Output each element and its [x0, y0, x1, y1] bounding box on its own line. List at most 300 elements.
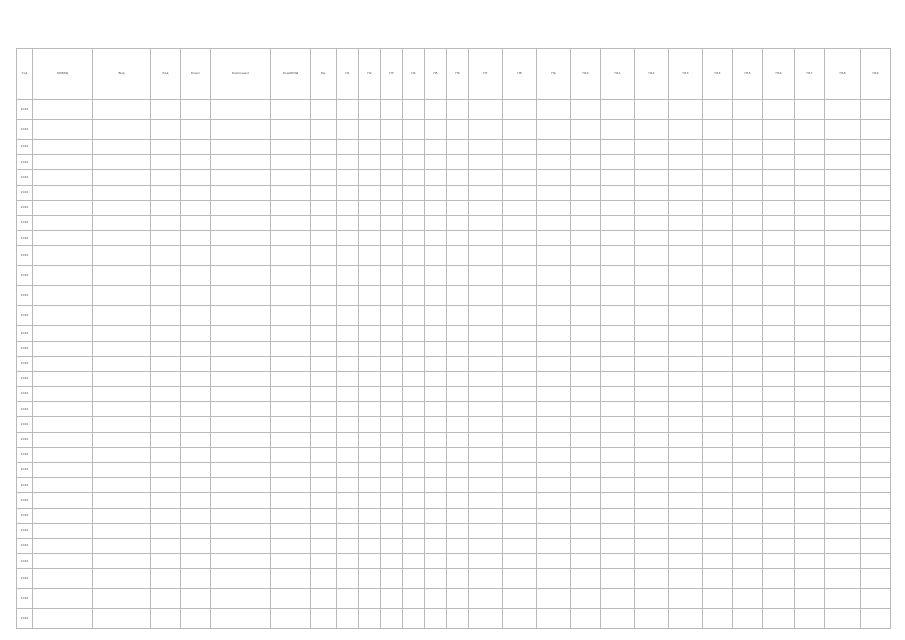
table-cell [151, 140, 181, 155]
table-row [17, 387, 891, 402]
table-cell [425, 120, 447, 140]
table-cell [703, 554, 733, 569]
table-cell [359, 155, 381, 170]
table-cell [763, 326, 795, 341]
table-cell [181, 371, 211, 386]
table-cell [571, 569, 601, 589]
table-cell [381, 155, 403, 170]
table-cell [503, 508, 537, 523]
table-row [17, 170, 891, 185]
table-cell [93, 463, 151, 478]
table-cell [403, 554, 425, 569]
table-cell [825, 589, 861, 609]
table-cell [733, 417, 763, 432]
table-cell [447, 170, 469, 185]
table-cell [403, 341, 425, 356]
table-cell [795, 341, 825, 356]
table-cell [211, 200, 271, 215]
table-row [17, 231, 891, 246]
table-cell [469, 185, 503, 200]
table-cell [571, 341, 601, 356]
table-cell [337, 185, 359, 200]
table-cell [33, 155, 93, 170]
table-cell [403, 246, 425, 266]
table-row [17, 371, 891, 386]
table-cell [795, 538, 825, 553]
table-cell [271, 371, 311, 386]
table-cell [93, 306, 151, 326]
table-cell [425, 341, 447, 356]
table-cell [93, 478, 151, 493]
table-cell [469, 569, 503, 589]
table-cell [703, 120, 733, 140]
table-cell [601, 371, 635, 386]
table-cell [93, 215, 151, 230]
table-cell [861, 120, 891, 140]
table-cell [733, 447, 763, 462]
table-cell [403, 266, 425, 286]
table-cell [425, 589, 447, 609]
table-cell [403, 478, 425, 493]
column-header: П18 [825, 49, 861, 100]
table-cell [151, 231, 181, 246]
table-cell [93, 341, 151, 356]
table-cell [381, 246, 403, 266]
table-cell [337, 493, 359, 508]
table-cell [337, 326, 359, 341]
table-cell [763, 100, 795, 120]
table-cell [425, 508, 447, 523]
table-cell [861, 589, 891, 609]
table-cell [337, 402, 359, 417]
table-cell [795, 266, 825, 286]
table-cell [93, 402, 151, 417]
table-cell [381, 609, 403, 629]
table-cell [537, 341, 571, 356]
table-cell [381, 231, 403, 246]
table-cell [635, 554, 669, 569]
table-cell [311, 463, 337, 478]
table-cell [795, 120, 825, 140]
table-cell [447, 447, 469, 462]
table-cell [33, 432, 93, 447]
table-cell [151, 371, 181, 386]
table-cell [359, 417, 381, 432]
table-cell [403, 493, 425, 508]
table-cell [211, 100, 271, 120]
table-cell [469, 387, 503, 402]
table-cell [795, 326, 825, 341]
table-cell [469, 170, 503, 185]
table-cell [537, 463, 571, 478]
table-cell [359, 569, 381, 589]
table-cell [601, 538, 635, 553]
table-cell [447, 387, 469, 402]
table-cell [733, 356, 763, 371]
table-cell [503, 200, 537, 215]
table-cell [33, 231, 93, 246]
table-cell [635, 120, 669, 140]
table-cell [93, 326, 151, 341]
table-cell [733, 170, 763, 185]
table-cell [733, 286, 763, 306]
table-cell: 2016 [17, 246, 33, 266]
table-cell [795, 170, 825, 185]
table-cell [181, 356, 211, 371]
table-cell [571, 246, 601, 266]
table-cell [503, 215, 537, 230]
table-cell [825, 120, 861, 140]
table-cell [469, 100, 503, 120]
table-cell [669, 447, 703, 462]
table-cell [33, 463, 93, 478]
table-cell [825, 569, 861, 589]
table-cell [311, 609, 337, 629]
table-cell [447, 371, 469, 386]
table-cell [469, 200, 503, 215]
table-row [17, 200, 891, 215]
table-cell [825, 402, 861, 417]
table-cell [93, 569, 151, 589]
table-cell [825, 185, 861, 200]
column-header: П9 [537, 49, 571, 100]
table-cell [601, 432, 635, 447]
table-cell [447, 306, 469, 326]
table-cell [211, 417, 271, 432]
table-cell [271, 589, 311, 609]
table-row [17, 417, 891, 432]
table-cell [337, 100, 359, 120]
table-cell [601, 523, 635, 538]
table-cell: 2016 [17, 538, 33, 553]
table-cell [447, 463, 469, 478]
table-cell: 2016 [17, 120, 33, 140]
table-cell [33, 387, 93, 402]
table-cell [601, 286, 635, 306]
table-cell [733, 569, 763, 589]
table-cell [703, 185, 733, 200]
table-cell [311, 155, 337, 170]
table-cell [425, 246, 447, 266]
table-cell [271, 432, 311, 447]
table-cell [537, 231, 571, 246]
table-cell [763, 609, 795, 629]
table-cell [33, 508, 93, 523]
table-cell [181, 463, 211, 478]
table-cell [703, 523, 733, 538]
table-cell [425, 523, 447, 538]
table-cell [381, 100, 403, 120]
table-cell [151, 569, 181, 589]
table-cell [795, 185, 825, 200]
table-cell [635, 185, 669, 200]
table-cell [425, 402, 447, 417]
table-cell [861, 140, 891, 155]
table-cell [33, 140, 93, 155]
table-cell [181, 341, 211, 356]
table-cell [669, 326, 703, 341]
table-cell [537, 356, 571, 371]
table-cell [447, 554, 469, 569]
table-cell [181, 306, 211, 326]
table-cell [425, 231, 447, 246]
table-cell [211, 554, 271, 569]
table-cell [763, 432, 795, 447]
table-cell [447, 432, 469, 447]
table-cell [271, 341, 311, 356]
table-cell [359, 266, 381, 286]
table-cell [763, 523, 795, 538]
table-cell [425, 569, 447, 589]
table-cell [211, 402, 271, 417]
table-cell [337, 508, 359, 523]
table-cell [403, 306, 425, 326]
table-cell [181, 100, 211, 120]
table-cell [571, 387, 601, 402]
table-cell [93, 200, 151, 215]
table-cell [337, 246, 359, 266]
table-cell [211, 356, 271, 371]
table-cell [425, 463, 447, 478]
table-cell [703, 609, 733, 629]
table-cell [381, 341, 403, 356]
table-row [17, 589, 891, 609]
table-cell [635, 478, 669, 493]
table-cell [381, 286, 403, 306]
data-table [16, 48, 891, 629]
table-cell [271, 402, 311, 417]
table-cell [33, 402, 93, 417]
table-cell [271, 463, 311, 478]
table-cell [469, 609, 503, 629]
table-cell [601, 508, 635, 523]
table-cell [33, 356, 93, 371]
table-cell [271, 387, 311, 402]
table-cell [211, 215, 271, 230]
table-cell [271, 266, 311, 286]
table-cell [503, 589, 537, 609]
table-row [17, 523, 891, 538]
table-cell [861, 286, 891, 306]
table-cell [703, 170, 733, 185]
table-cell [503, 170, 537, 185]
table-cell [181, 266, 211, 286]
column-header: П11 [601, 49, 635, 100]
table-cell [211, 569, 271, 589]
table-cell: 2016 [17, 100, 33, 120]
table-cell [795, 523, 825, 538]
table-cell [601, 215, 635, 230]
table-cell [425, 155, 447, 170]
table-cell [703, 231, 733, 246]
table-cell [425, 200, 447, 215]
table-cell [381, 356, 403, 371]
table-cell [537, 387, 571, 402]
table-cell [337, 266, 359, 286]
table-cell [151, 100, 181, 120]
table-cell [33, 246, 93, 266]
table-cell [537, 170, 571, 185]
table-cell [93, 447, 151, 462]
table-cell [381, 463, 403, 478]
table-cell [181, 478, 211, 493]
table-cell [537, 523, 571, 538]
table-cell: 2016 [17, 185, 33, 200]
table-cell [795, 463, 825, 478]
table-cell [425, 554, 447, 569]
table-cell [703, 508, 733, 523]
table-cell [447, 120, 469, 140]
table-cell [825, 371, 861, 386]
table-cell [503, 246, 537, 266]
table-cell [447, 493, 469, 508]
table-cell: 2016 [17, 523, 33, 538]
table-cell [503, 538, 537, 553]
table-cell [211, 493, 271, 508]
table-cell [703, 447, 733, 462]
column-header: П15 [733, 49, 763, 100]
table-row [17, 538, 891, 553]
table-cell [311, 231, 337, 246]
table-row [17, 508, 891, 523]
table-cell [635, 371, 669, 386]
table-cell [381, 326, 403, 341]
table-cell [571, 538, 601, 553]
table-cell [337, 306, 359, 326]
table-cell: 2016 [17, 371, 33, 386]
table-cell [825, 140, 861, 155]
table-cell [537, 554, 571, 569]
table-cell [861, 569, 891, 589]
table-cell [211, 538, 271, 553]
table-cell [403, 155, 425, 170]
column-header: П14 [703, 49, 733, 100]
table-row [17, 326, 891, 341]
table-cell [669, 140, 703, 155]
table-cell [763, 554, 795, 569]
table-cell [537, 140, 571, 155]
table-cell [825, 463, 861, 478]
table-cell [311, 538, 337, 553]
table-cell [825, 609, 861, 629]
table-cell [763, 387, 795, 402]
table-cell [425, 185, 447, 200]
table-cell [537, 589, 571, 609]
table-cell [861, 200, 891, 215]
table-cell [447, 185, 469, 200]
table-cell [601, 246, 635, 266]
table-cell [795, 155, 825, 170]
table-cell [33, 569, 93, 589]
table-cell [763, 341, 795, 356]
table-cell [635, 266, 669, 286]
table-cell [571, 306, 601, 326]
table-cell: 2016 [17, 589, 33, 609]
table-row [17, 463, 891, 478]
table-cell [271, 493, 311, 508]
table-cell [795, 508, 825, 523]
table-cell [669, 569, 703, 589]
table-cell [537, 478, 571, 493]
table-cell [669, 417, 703, 432]
table-cell [151, 326, 181, 341]
table-cell [861, 100, 891, 120]
table-cell [311, 356, 337, 371]
table-cell [571, 493, 601, 508]
table-cell [151, 185, 181, 200]
table-cell [537, 508, 571, 523]
column-header: П12 [635, 49, 669, 100]
table-cell [93, 609, 151, 629]
table-cell [447, 356, 469, 371]
table-cell [33, 341, 93, 356]
table-cell [825, 215, 861, 230]
table-cell [359, 326, 381, 341]
table-cell [795, 554, 825, 569]
table-cell [271, 609, 311, 629]
table-cell [537, 155, 571, 170]
table-cell [381, 371, 403, 386]
table-cell [425, 356, 447, 371]
table-cell [359, 231, 381, 246]
table-cell [635, 447, 669, 462]
table-cell [571, 200, 601, 215]
table-cell [795, 589, 825, 609]
table-cell [571, 478, 601, 493]
table-cell [601, 402, 635, 417]
table-cell [571, 286, 601, 306]
table-cell [571, 155, 601, 170]
table-cell [795, 246, 825, 266]
table-cell [861, 246, 891, 266]
table-cell [763, 185, 795, 200]
table-cell [795, 569, 825, 589]
table-cell [861, 155, 891, 170]
table-cell [311, 417, 337, 432]
table-cell [337, 341, 359, 356]
table-cell [825, 155, 861, 170]
table-cell [33, 170, 93, 185]
table-cell [861, 185, 891, 200]
table-cell [825, 417, 861, 432]
table-cell [503, 478, 537, 493]
table-cell [211, 341, 271, 356]
table-cell: 2016 [17, 266, 33, 286]
table-cell [271, 140, 311, 155]
table-cell [763, 371, 795, 386]
table-cell [425, 432, 447, 447]
table-cell [669, 371, 703, 386]
table-cell [601, 589, 635, 609]
column-header: П1 [337, 49, 359, 100]
table-cell: 2016 [17, 493, 33, 508]
table-cell [151, 200, 181, 215]
table-cell [359, 140, 381, 155]
table-cell [311, 341, 337, 356]
table-cell [33, 286, 93, 306]
table-cell [211, 170, 271, 185]
table-cell [861, 266, 891, 286]
table-cell [211, 155, 271, 170]
table-cell [403, 508, 425, 523]
table-cell [469, 493, 503, 508]
table-cell [795, 100, 825, 120]
table-cell [337, 463, 359, 478]
table-cell [795, 478, 825, 493]
table-cell [33, 523, 93, 538]
table-cell [763, 286, 795, 306]
table-cell [601, 554, 635, 569]
